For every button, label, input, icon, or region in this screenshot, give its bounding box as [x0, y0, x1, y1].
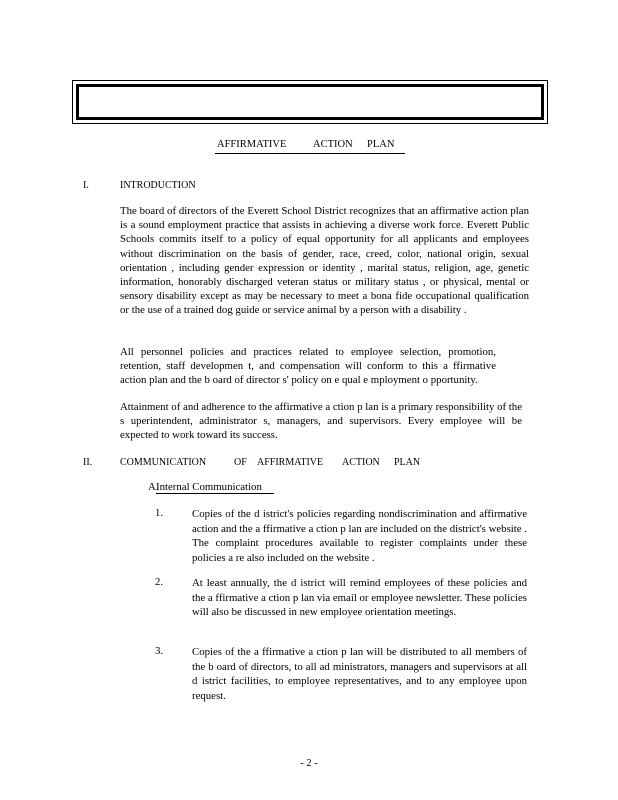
subsection-a-title-text: Internal Communication — [156, 481, 262, 493]
intro-paragraph-3: Attainment of and adherence to the affirmative a ction p lan is a primary responsibility of the s uperintendent, administrator s, managers, and supervisors. Every employee will be expected to work toward its success. — [120, 401, 522, 442]
section-2-heading-affirmative: AFFIRMATIVE — [257, 457, 324, 468]
intro-paragraph-1: The board of directors of the Everett School District recognizes that an affirmative action plan is a sound employment practice that assists in achieving a diverse work force. Everett Public Schools commits itself to a policy of equal opportunity for all applicants and employees without discrimination on the basis of gender, race, creed, color, national origin, sexual orientation , including gender expression or identity , marital status, religion, age, genetic information, honorably discharged veteran status or military status , or physical, mental or sensory disability except as may be necessary to meet a bona fide occupational qualification or the use of a trained dog guide or service animal by a person with a disability . — [120, 205, 529, 317]
item-1-text: Copies of the d istrict's policies regarding nondiscrimination and affirmative action and the a ffirmative a ction p lan are included on the district's website . The complaint procedures available to register complaints under these policies a re also included on the website . — [192, 508, 527, 564]
item-3-text: Copies of the a ffirmative a ction p lan will be distributed to all members of the b oard of directors, to all ad ministrators, managers and supervisors at all d istrict facilities, to employee representatives, and to any employee upon request. — [192, 646, 527, 702]
item-2-number: 2. — [155, 576, 164, 588]
header-box-inner — [76, 84, 544, 120]
title-word-affirmative: AFFIRMATIVE — [217, 139, 287, 150]
section-2-heading-communication: COMMUNICATION — [120, 457, 207, 468]
section-2-heading-plan: PLAN — [394, 457, 421, 468]
intro-paragraph-2: All personnel policies and practices related to employee selection, promotion, retention, staff developmen t, and compensation will conform to this a ffirmative action plan and the b oard of director s' policy on e qual e mployment o pportunity. — [120, 346, 496, 387]
document-title — [215, 139, 405, 154]
item-2-text: At least annually, the d istrict will remind employees of these policies and the a ffirmative a ction p lan via email or employee newsletter. These policies will also be discussed in new employee orientation meetings. — [192, 577, 527, 619]
header-box — [72, 80, 548, 124]
page-number: - 2 - — [300, 758, 318, 769]
title-word-plan: PLAN — [367, 139, 395, 150]
section-2-heading — [120, 457, 420, 471]
section-1-heading-text: INTRODUCTION — [120, 180, 196, 191]
subsection-a-letter: A. — [148, 481, 159, 493]
title-word-action: ACTION — [313, 139, 353, 150]
item-3-number: 3. — [155, 645, 164, 657]
section-1-number: I. — [83, 180, 89, 191]
item-1-number: 1. — [155, 507, 164, 519]
section-2-heading-action: ACTION — [342, 457, 380, 468]
section-2-number: II. — [83, 457, 93, 468]
section-2-heading-of: OF — [234, 457, 247, 468]
subsection-a-title — [156, 481, 274, 494]
